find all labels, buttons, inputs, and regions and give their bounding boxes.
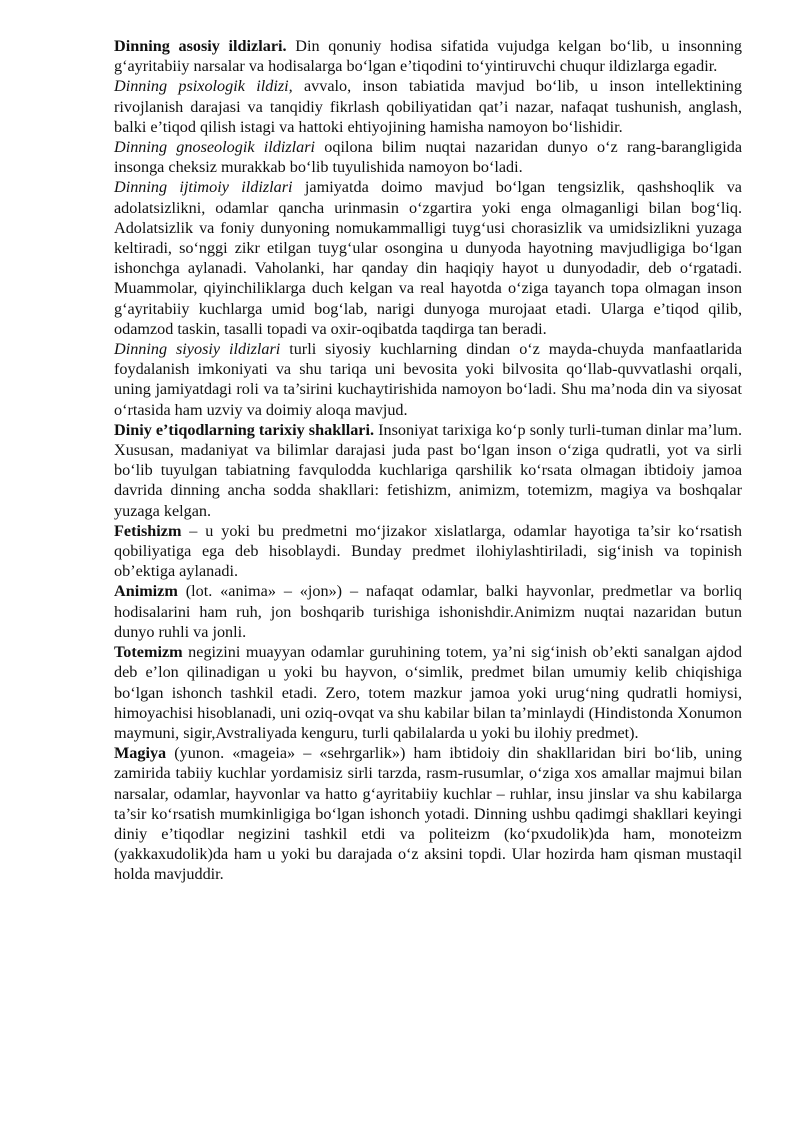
- document-page: [114, 36, 742, 885]
- paragraph-ijtimoiy-ildiz: [114, 177, 742, 339]
- paragraph-text: (lot. «anima» – «jon») – nafaqat odamlar, balki hayvonlar, predmetlar va borliq hodisalarini ham ruh, jon boshqarib turishiga ishonishdir.Animizm nuqtai nazaridan butun dunyo ruhli va jonli.: [114, 582, 742, 641]
- paragraph-magiya: [114, 743, 742, 884]
- paragraph-psixologik-ildiz: [114, 76, 742, 137]
- section-heading: Diniy e’tiqodlarning tarixiy shakllari.: [114, 420, 375, 439]
- paragraph-asosiy-ildizlar: [114, 36, 742, 76]
- paragraph-gnoseologik-ildiz: [114, 137, 742, 177]
- term-italic: Dinning siyosiy ildizlari: [114, 340, 281, 359]
- paragraph-text: Insoniyat tarixiga ko‘p sonly turli-tuman dinlar ma’lum. Xususan, madaniyat va bilimlar darajasi juda past bo‘lgan inson o‘ziga qudratli, yot va sirli bo‘lib tuyulgan tabiatning favqulodda kuchlariga qarshilik ko‘rsata olmagan ibtidoiy jamoa davrida dinning ancha sodda shakllari: fetishizm, animizm, totemizm, magiya va boshqalar yuzaga kelgan.: [114, 420, 742, 520]
- paragraph-text: – u yoki bu predmetni mo‘jizakor xislatlarga, odamlar hayotiga ta’sir ko‘rsatish qobiliyatiga ega deb hisoblaydi. Bunday predmet ilohiylashtiriladi, sig‘inish va topinish ob’ektiga aylanadi.: [114, 521, 742, 581]
- paragraph-fetishizm: [114, 521, 742, 582]
- term-bold: Magiya: [114, 744, 167, 763]
- paragraph-text: (yunon. «mageia» – «sehrgarlik») ham ibtidoiy din shakllaridan biri bo‘lib, uning zamirida tabiiy kuchlar yordamisiz sirli tarzda, rasm-rusumlar, o‘ziga xos amallar majmui bilan narsalar, odamlar, hayvonlar va hatto g‘ayritabiiy kuchlar – ruhlar, insu jinslar va shu kabilarga ta’sir ko‘rsatish mumkinligiga bo‘lgan ishonch yotadi. Dinning ushbu qadimgi shakllari keyingi diniy e’tiqodlar negizini tashkil etdi va politeizm (ko‘pxudolik)da ham, monoteizm (yakkaxudolik)da ham u yoki bu darajada o‘z aksini topdi. Ular hozirda ham qisman mustaqil holda mavjuddir.: [114, 744, 742, 884]
- term-bold: Fetishizm: [114, 521, 182, 540]
- paragraph-text: oqilona bilim nuqtai nazaridan dunyo o‘z rang-barangligida insonga cheksiz murakkab bo‘lib tuyulishida namoyon bo‘ladi.: [114, 138, 742, 177]
- term-italic: Dinning gnoseologik ildizlari: [114, 138, 316, 157]
- term-italic: Dinning psixologik ildizi,: [114, 77, 293, 96]
- paragraph-tarixiy-shakllar: [114, 420, 742, 521]
- paragraph-siyosiy-ildiz: [114, 339, 742, 420]
- paragraph-text: Din qonuniy hodisa sifatida vujudga kelgan bo‘lib, u insonning g‘ayritabiiy narsalar va hodisalarga bo‘lgan e’tiqodini to‘yintiruvchi chuqur ildizlarga egadir.: [114, 37, 743, 76]
- section-heading: Dinning asosiy ildizlari.: [114, 37, 287, 55]
- paragraph-totemizm: [114, 642, 742, 743]
- paragraph-text: jamiyatda doimo mavjud bo‘lgan tengsizlik, qashshoqlik va adolatsizlikni, odamlar qancha urinmasin o‘zgartira yoki enga olmaganligi bilan bog‘liq. Adolatsizlik va foniy dunyoning nomukammalligi tuyg‘usi chorasizlik va umidsizlikni yuzaga keltiradi, so‘nggi zikr etilgan tuyg‘ular osongina u dunyoda hayotning mavjudligiga bo‘lgan ishonchga aylanadi. Vaholanki, har qanday din haqiqiy hayot u dunyodadir, deb o‘rgatadi. Muammolar, qiyinchiliklarga duch kelgan va real hayotda o‘ziga tayanch topa olmagan inson g‘ayritabiiy kuchlarga umid bog‘lab, narigi dunyoga murojaat etadi. Ularga e’tiqod qilib, odamzod taskin, tasalli topadi va oxir-oqibatda taqdirga tan beradi.: [114, 178, 742, 338]
- term-bold: Animizm: [114, 582, 178, 601]
- paragraph-animizm: [114, 581, 742, 642]
- paragraph-text: negizini muayyan odamlar guruhining totem, ya’ni sig‘inish ob’ekti sanalgan ajdod deb e’lon qilinadigan u yoki bu hayvon, o‘simlik, predmet bilan umumiy kelib chiqishiga bo‘lgan ishonch tashkil etadi. Zero, totem mazkur jamoa yoki urug‘ning qudratli homiysi, himoyachisi hisoblanadi, uni oziq-ovqat va shu kabilar bilan ta’minlaydi (Hindistonda Xonumon maymuni, sigir,Avstraliyada kenguru, turli qabilalarda u yoki bu ilohiy predmet).: [114, 643, 742, 742]
- paragraph-text: avvalo, inson tabiatida mavjud bo‘lib, u inson intellektining rivojlanish darajasi va tanqidiy fikrlash qobiliyatidan qat’i nazar, nafaqat tushunish, anglash, balki e’tiqod qilish istagi va hattoki ehtiyojining hamisha namoyon bo‘lishidir.: [114, 77, 742, 136]
- paragraph-text: turli siyosiy kuchlarning dindan o‘z mayda-chuyda manfaatlarida foydalanish imkoniyati va shu tariqa uni bevosita yoki bilvosita qo‘llab-quvvatlashi orqali, uning jamiyatdagi roli va ta’sirini kuchaytirishida namoyon bo‘ladi. Shu ma’noda din va siyosat o‘rtasida ham uzviy va doimiy aloqa mavjud.: [114, 340, 742, 419]
- term-italic: Dinning ijtimoiy ildizlari: [114, 178, 293, 197]
- term-bold: Totemizm: [114, 643, 183, 662]
